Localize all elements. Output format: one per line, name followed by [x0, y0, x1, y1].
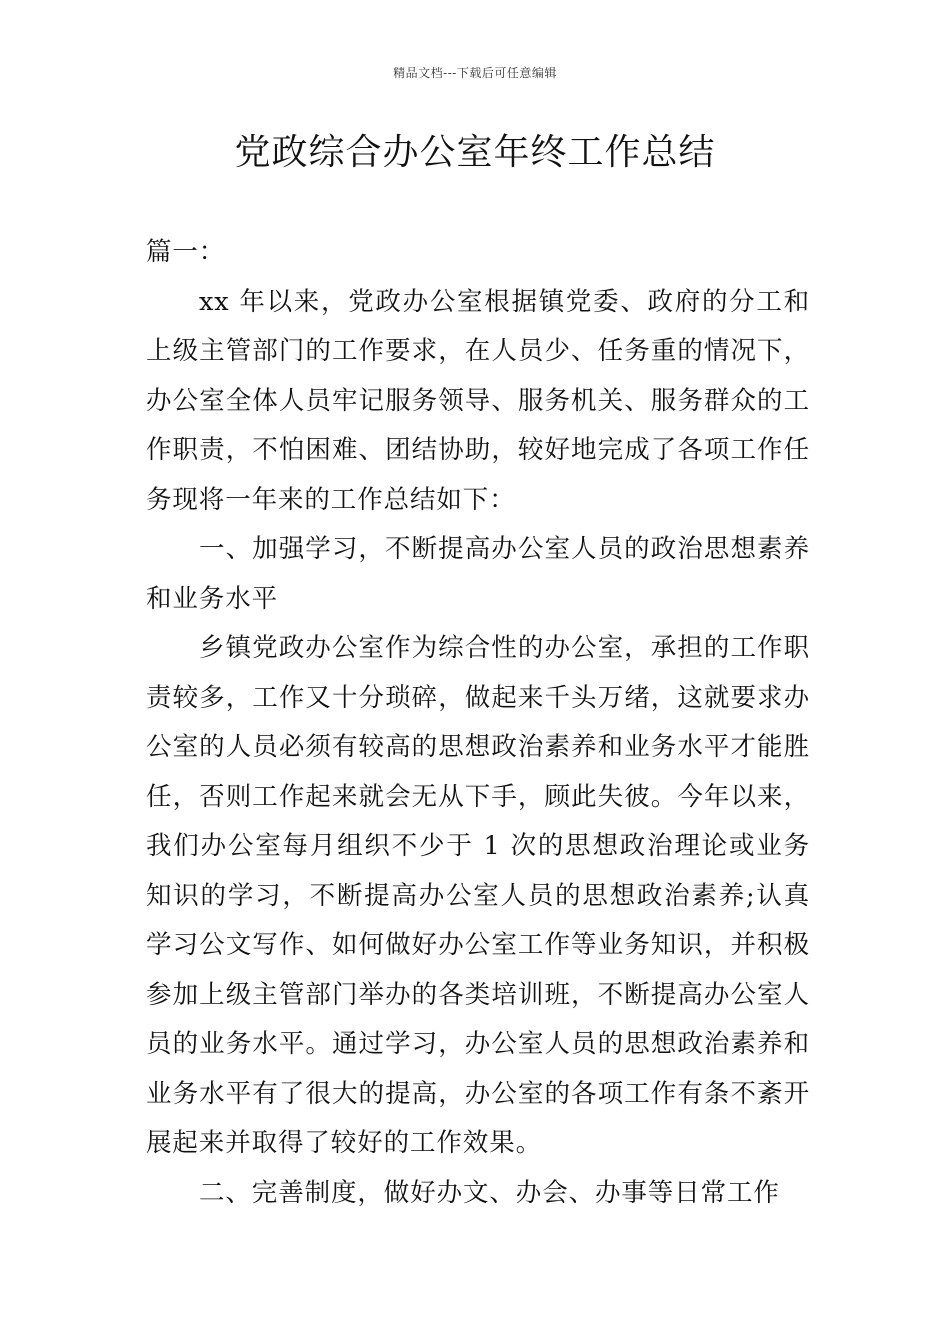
section-heading: 二、完善制度，做好办文、办会、办事等日常工作	[199, 1177, 780, 1208]
section-heading: 一、加强学习，不断提高办公室人员的政治思想素养和业务水平	[146, 534, 810, 614]
document-body	[146, 228, 810, 1218]
section-label: 篇一：	[146, 237, 226, 267]
header-note: 精品文档---下载后可任意编辑	[393, 66, 557, 80]
document-title: 党政综合办公室年终工作总结	[234, 132, 716, 173]
body-paragraph: xx 年以来，党政办公室根据镇党委、政府的分工和上级主管部门的工作要求，在人员少、任务重的情况下，办公室全体人员牢记服务领导、服务机关、服务群众的工作职责，不怕困难、团结协助，较好地完成了各项工作任务现将一年来的工作总结如下：	[146, 286, 810, 515]
body-paragraph: 乡镇党政办公室作为综合性的办公室，承担的工作职责较多，工作又十分琐碎，做起来千头万绪，这就要求办公室的人员必须有较高的思想政治素养和业务水平才能胜任，否则工作起来就会无从下手，顾此失彼。今年以来，我们办公室每月组织不少于 1 次的思想政治理论或业务知识的学习，不断提高办公室人员的思想政治素养;认真学习公文写作、如何做好办公室工作等业务知识，并积极参加上级主管部门举办的各类培训班，不断提高办公室人员的业务水平。通过学习，办公室人员的思想政治素养和业务水平有了很大的提高，办公室的各项工作有条不紊开展起来并取得了较好的工作效果。	[146, 633, 810, 1158]
